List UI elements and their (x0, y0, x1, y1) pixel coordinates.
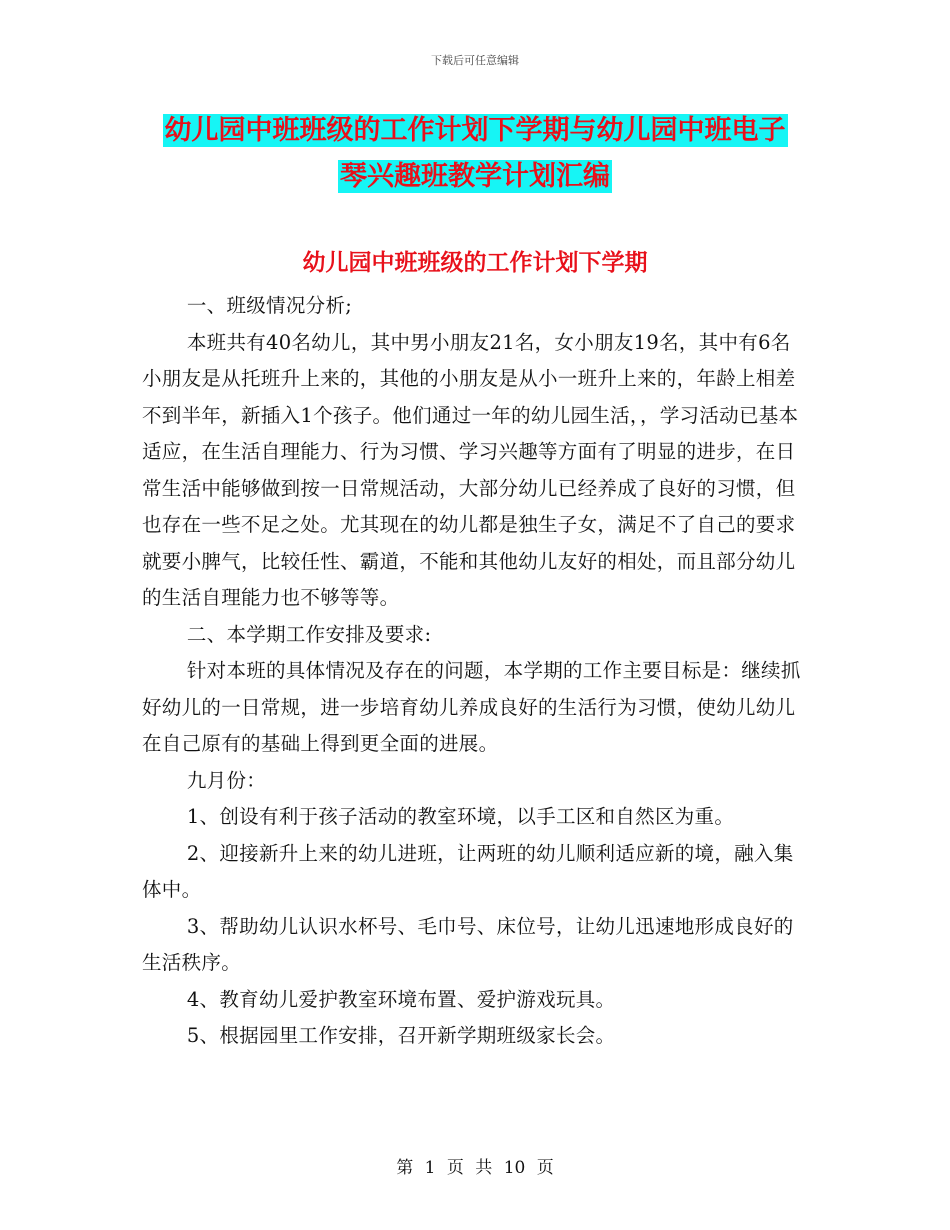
section-title: 幼儿园中班班级的工作计划下学期 (302, 250, 648, 276)
title-line-1: 幼儿园中班班级的工作计划下学期与幼儿园中班电子 (164, 115, 786, 146)
list-item: 3、帮助幼儿认识水杯号、毛巾号、床位号，让幼儿迅速地形成良好的生活秩序。 (142, 914, 794, 974)
list-item: 1、创设有利于孩子活动的教室环境，以手工区和自然区为重。 (186, 805, 735, 828)
heading-september: 九月份： (186, 768, 267, 792)
list-item: 2、迎接新升上来的幼儿进班，让两班的幼儿顺利适应新的境，融入集体中。 (142, 841, 794, 901)
paragraph-class-situation: 本班共有40名幼儿，其中男小朋友21名，女小朋友19名，其中有6名小朋友是从托班升上来的，其他的小朋友是从小一班升上来的，年龄上相差不到半年，新插入1个孩子。他们通过一年的幼儿园生活，，学习活动已基本适应，在生活自理能力、行为习惯、学习兴趣等方面有了明显的进步，在日常生活中能够做到按一日常规活动，大部分幼儿已经养成了良好的习惯，但也存在一些不足之处。尤其现在的幼儿都是独生子女，满足不了自己的要求就要小脾气，比较任性、霸道，不能和其他幼儿友好的相处，而且部分幼儿的生活自理能力也不够等等。 (142, 330, 799, 609)
header-note: 下载后可任意编辑 (431, 54, 519, 67)
list-item: 4、教育幼儿爱护教室环境布置、爱护游戏玩具。 (186, 987, 616, 1011)
title-line-2: 琴兴趣班教学计划汇编 (340, 161, 610, 192)
heading-class-situation: 一、班级情况分析; (186, 294, 353, 317)
paragraph-work-goals: 针对本班的具体情况及存在的问题，本学期的工作主要目标是：继续抓好幼儿的一日常规，进一步培育幼儿养成良好的生活行为习惯，使幼儿幼儿在自己原有的基础上得到更全面的进展。 (142, 659, 801, 755)
document-body (142, 288, 810, 1055)
heading-work-arrangement: 二、本学期工作安排及要求: (186, 622, 432, 646)
list-item: 5、根据园里工作安排，召开新学期班级家长会。 (186, 1024, 616, 1047)
document-title (140, 108, 810, 200)
page-number-footer: 第 1 页 共 10 页 (396, 1158, 554, 1178)
